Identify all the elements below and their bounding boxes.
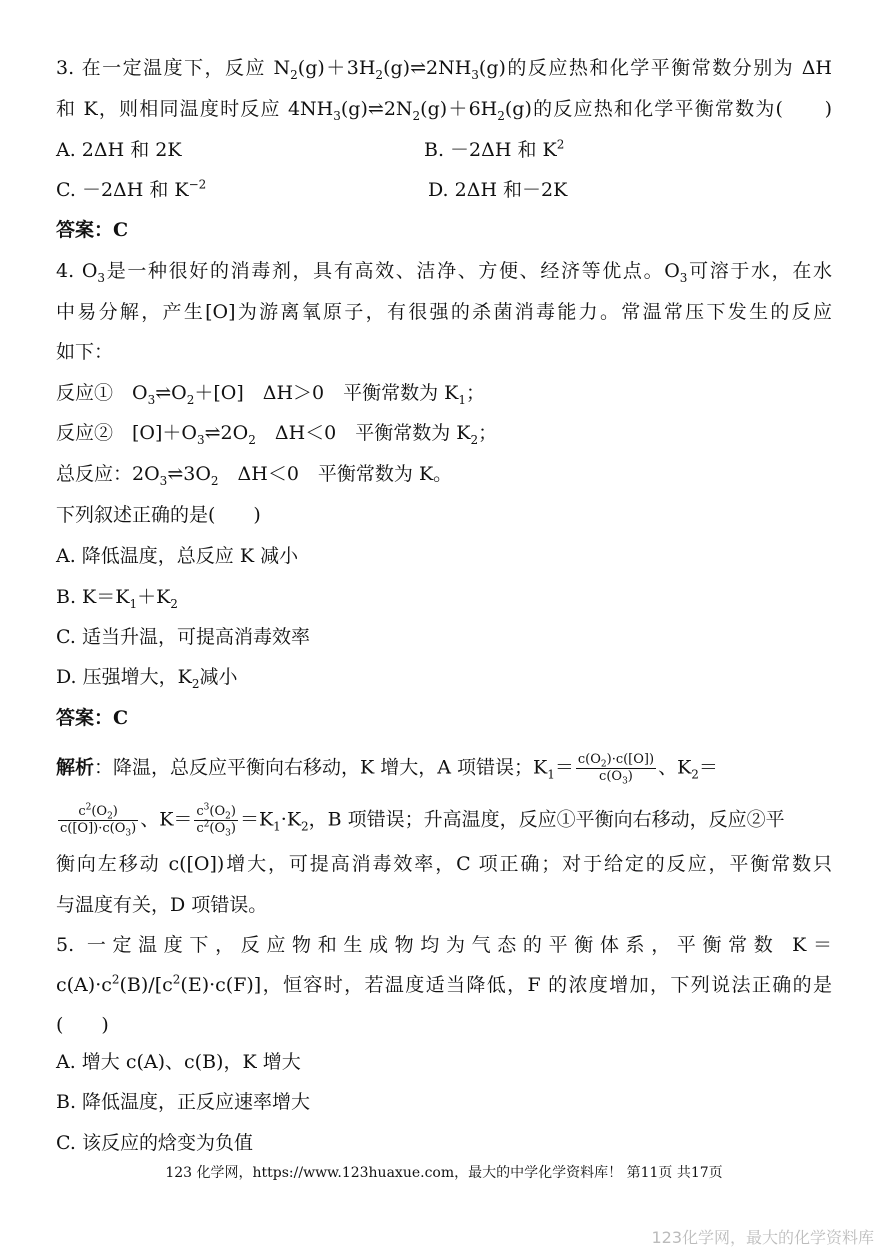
fraction-k2: $\frac{c^2(O_2)}{c([O])\cdot c(O_3)}$ bbox=[60, 802, 137, 839]
q3-option-d: D. 2ΔH 和－2K bbox=[428, 179, 568, 201]
page-footer: 123 化学网，https://www.123huaxue.com，最大的中学化学资料库！ 第11页 共17页 bbox=[165, 1165, 723, 1181]
q3-answer: 答案：C bbox=[56, 219, 129, 241]
q4-reaction-total: 总反应：$2O_3\rightleftharpoons 3O_2$ ΔH＜0 平衡常数为 K。 bbox=[56, 463, 453, 488]
q4-option-b: B. $K=K_1+K_2$ bbox=[56, 586, 178, 611]
q4-reaction-1: 反应① $O_3\rightleftharpoons O_2+[O]$ ΔH＞0 平衡常数为 $K_1$； bbox=[56, 382, 486, 407]
q4-reaction-2: 反应② $[O]+O_3\rightleftharpoons 2O_2$ ΔH＜0 平衡常数为 $K_2$； bbox=[56, 422, 498, 447]
q5-option-a: A. 增大 c(A)、c(B)，K 增大 bbox=[56, 1051, 301, 1073]
q4-option-c: C. 适当升温，可提高消毒效率 bbox=[56, 626, 310, 648]
q5-option-b: B. 降低温度，正反应速率增大 bbox=[56, 1091, 311, 1113]
q4-option-a: A. 降低温度，总反应 K 减小 bbox=[56, 545, 299, 567]
q4-analysis-line3: 衡向左移动 c([O])增大，可提高消毒效率，C 项正确；对于给定的反应，平衡常数只 bbox=[56, 853, 832, 875]
q4-answer: 答案：C bbox=[56, 707, 129, 729]
q5-option-c: C. 该反应的焓变为负值 bbox=[56, 1132, 253, 1154]
q4-option-d: D. 压强增大，$K_2$减小 bbox=[56, 666, 238, 691]
fraction-k1: $\frac{c(O_2)\cdot c([O])}{c(O_3)}$ bbox=[577, 752, 655, 787]
q3-option-c: C. －2ΔH 和 $K^{-2}$ bbox=[56, 177, 207, 201]
q4-analysis-line1: 解析：降温，总反应平衡向右移动，K 增大，A 项错误；$K_1=$ $\frac{c(O_2)\cdot c([O])}{c(O_3)}$ 、$K_2=$ bbox=[56, 752, 718, 787]
q3-stem-line2: 和 K，则相同温度时反应 $4NH_3(g)\rightleftharpoons 2N_2(g)+6H_2(g)$的反应热和化学平衡常数为( ) bbox=[56, 98, 832, 123]
q4-question: 下列叙述正确的是( ) bbox=[56, 504, 261, 526]
q3-stem-line1: 3. 在一定温度下，反应 $N_2(g)+3H_2(g)\rightleftharpoons 2NH_3(g)$的反应热和化学平衡常数分别为 ΔH bbox=[56, 57, 832, 82]
q3-option-b: B. －2ΔH 和 $K^2$ bbox=[424, 137, 565, 161]
q5-stem-line1: 5. 一定温度下，反应物和生成物均为气态的平衡体系，平衡常数 K＝ bbox=[56, 934, 832, 956]
q4-analysis-line4: 与温度有关，D 项错误。 bbox=[56, 894, 268, 916]
equilibrium-arrow-icon: ⇌ bbox=[204, 422, 221, 444]
equilibrium-arrow-icon: ⇌ bbox=[410, 57, 426, 79]
q5-stem-line2: $c(A)\cdot c^2(B)/[c^2(E)\cdot c(F)]$，恒容时，若温度适当降低，F 的浓度增加，下列说法正确的是 bbox=[56, 972, 832, 996]
equilibrium-arrow-icon: ⇌ bbox=[167, 463, 184, 485]
fraction-k: $\frac{c^3(O_2)}{c^2(O_3)}$ bbox=[196, 802, 236, 839]
q5-stem-line3: ( ) bbox=[56, 1014, 109, 1036]
equilibrium-arrow-icon: ⇌ bbox=[155, 382, 172, 404]
q4-stem-line2: 中易分解，产生[O]为游离氧原子，有很强的杀菌消毒能力。常温常压下发生的反应 bbox=[56, 301, 832, 323]
q4-analysis-line2: $\frac{c^2(O_2)}{c([O])\cdot c(O_3)}$ 、K＝ $\frac{c^3(O_2)}{c^2(O_3)}$ $=K_1\cdot K_2$，B 项错误；升高温度，反应①平衡向右移动，反应②平 bbox=[60, 802, 785, 839]
q4-stem-line3: 如下： bbox=[56, 341, 114, 363]
watermark: 123化学网，最大的化学资料库 bbox=[651, 1228, 874, 1247]
q3-option-a: A. 2ΔH 和 2K bbox=[56, 139, 182, 161]
q4-stem-line1: 4. $O_3$是一种很好的消毒剂，具有高效、洁净、方便、经济等优点。$O_3$可溶于水，在水 bbox=[56, 260, 832, 285]
equilibrium-arrow-icon: ⇌ bbox=[367, 98, 384, 120]
